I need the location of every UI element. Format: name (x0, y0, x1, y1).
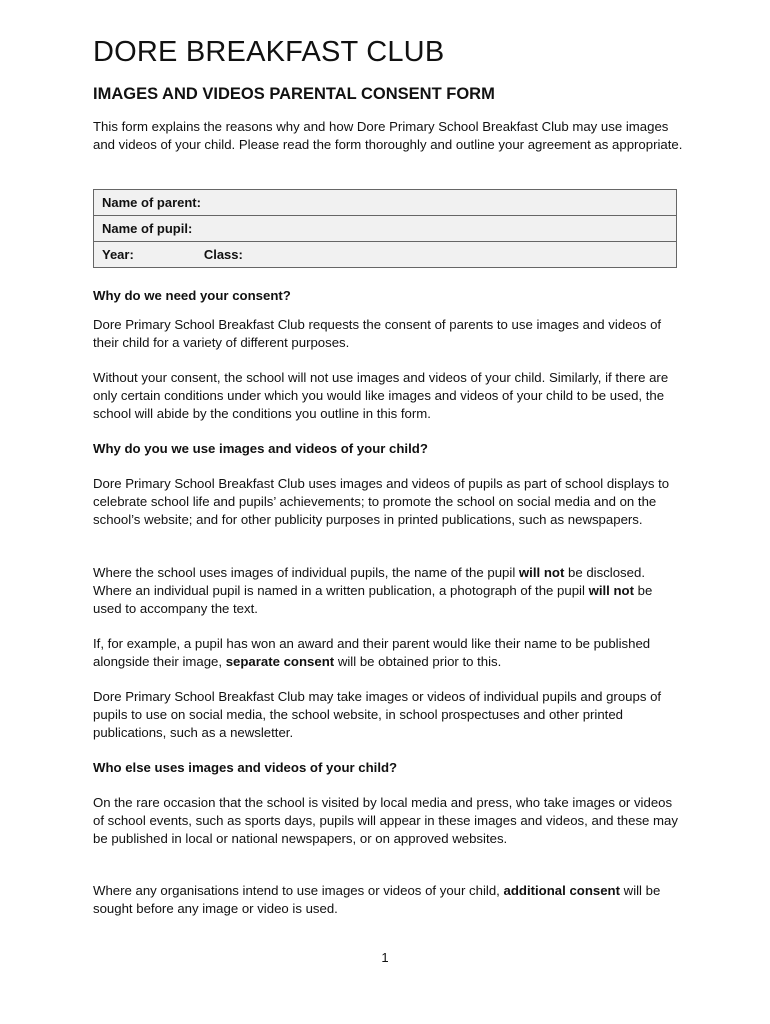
use-paragraph-4: Dore Primary School Breakfast Club may take images or videos of individual pupils and groups of pupils to use on social media, the school website, in school prospectuses and other printed publications, such as a newsletter. (93, 689, 662, 740)
pupil-name-field[interactable] (94, 216, 677, 242)
table-row (94, 190, 677, 216)
emphasis-will-not: will not (588, 583, 634, 598)
consent-heading: Why do we need your consent? (93, 288, 291, 303)
pupil-details-table (93, 189, 677, 268)
parent-name-field[interactable] (94, 190, 677, 216)
consent-paragraph-1: Dore Primary School Breakfast Club requests the consent of parents to use images and videos of their child for a variety of different purposes. (93, 317, 662, 350)
use-p3-text: If, for example, a pupil has won an award and their parent would like their name to be published alongside their image, (93, 636, 651, 669)
emphasis-additional-consent: additional consent (503, 883, 620, 898)
else-p2-text: will be sought before any image or video is used. (93, 883, 661, 916)
else-heading: Who else uses images and videos of your child? (93, 760, 398, 775)
use-p2-text: Where the school uses images of individual pupils, the name of the pupil (93, 565, 519, 580)
use-paragraph-1: Dore Primary School Breakfast Club uses images and videos of pupils as part of school displays to celebrate school life and pupils’ achievements; to promote the school on social media and on the school’s website; and for other publicity purposes in printed publications, such as newspapers. (93, 476, 670, 527)
intro-paragraph: This form explains the reasons why and how Dore Primary School Breakfast Club may use images and videos of your child. Please read the form thoroughly and outline your agreement as appropriate. (93, 119, 683, 152)
else-paragraph-1: On the rare occasion that the school is visited by local media and press, who take images or videos of school events, such as sports days, pupils will appear in these images and videos, and these may be published in local or national newspapers, or on approved websites. (93, 795, 678, 846)
year-class-field[interactable] (94, 242, 677, 268)
else-paragraph-2 (93, 882, 683, 918)
use-paragraph-3 (93, 635, 683, 671)
use-p3-text: will be obtained prior to this. (334, 654, 502, 669)
table-row (94, 216, 677, 242)
year-label: Year: (102, 247, 134, 262)
consent-paragraph-2: Without your consent, the school will not use images and videos of your child. Similarly, if there are only certain conditions under which you would like images and videos of your child to be used, the school will abide by the conditions you outline in this form. (93, 370, 669, 421)
use-paragraph-2 (93, 564, 683, 618)
parent-name-label: Name of parent: (102, 195, 201, 210)
club-title: DORE BREAKFAST CLUB (93, 36, 445, 68)
use-p2-text: be disclosed. Where an individual pupil is named in a written publication, a photograph of the pupil (93, 565, 645, 598)
form-title: IMAGES AND VIDEOS PARENTAL CONSENT FORM (93, 85, 495, 103)
page-number: 1 (381, 950, 389, 965)
use-heading: Why do you we use images and videos of your child? (93, 441, 428, 456)
emphasis-will-not: will not (518, 565, 565, 580)
emphasis-separate-consent: separate consent (225, 654, 335, 669)
class-label: Class: (203, 247, 243, 262)
use-p2-text: be used to accompany the text. (93, 583, 653, 616)
pupil-name-label: Name of pupil: (102, 221, 193, 236)
else-p2-text: Where any organisations intend to use images or videos of your child, (93, 883, 504, 898)
table-row (94, 242, 677, 268)
